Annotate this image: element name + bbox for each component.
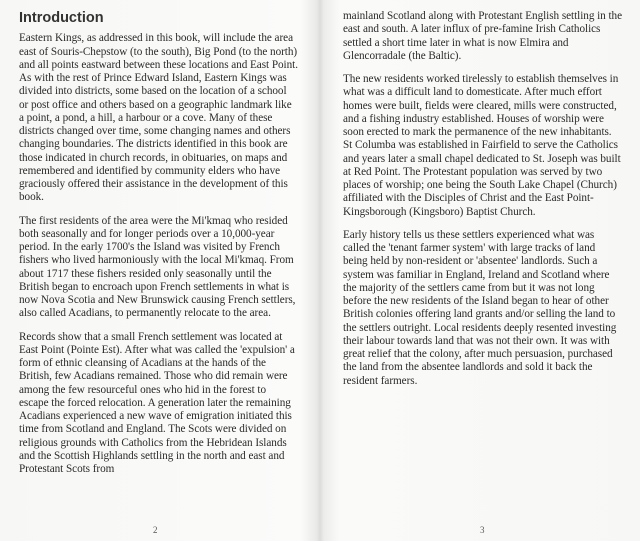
paragraph: The new residents worked tirelessly to establish themselves in what was a difficult land to domesticate. After much effort homes were built, fields were cleared, mills were constructed, and a fishing industry established. Houses of worship were soon erected to mark the permanence of the new inhabitants. St Columba was established in Fairfield to serve the Catholics and years later a small chapel dedicated to St. Joseph was built at Red Point. The Protestant population was served by two places of worship; one being the South Lake Chapel (Church) affiliated with the Disciples of Christ and the East Point-Kingsborough (Kingsboro) Baptist Church. — [343, 73, 621, 218]
left-page — [0, 0, 318, 541]
page-number: 3 — [480, 525, 485, 535]
chapter-heading: Introduction — [19, 10, 104, 26]
right-page — [322, 0, 640, 541]
page-number: 2 — [153, 525, 158, 535]
paragraph: mainland Scotland along with Protestant English settling in the east and south. A later influx of pre-famine Irish Catholics settled a short time later in what is now Elmira and Glencorradale (the Baltic). — [343, 10, 622, 62]
paragraph: Early history tells us these settlers experienced what was called the 'tenant farmer system' with large tracks of land being held by non-resident or 'absentee' landlords. Such a system was familiar in England, Ireland and Scotland where the majority of the settlers came from but it was not long before the new residents of the Island began to hear of other British colonies offering land grants and/or selling the land to the settlers outright. Local residents deeply resented investing their labour towards land that was not their own. It was with great relief that the colony, after much persuasion, purchased the land from the absentee landlords and sold it back the resident farmers. — [343, 228, 617, 387]
paragraph: Eastern Kings, as addressed in this book, will include the area east of Souris-Chepstow (to the south), Big Pond (to the north) and all points eastward between these locations and East Point. As with the rest of Prince Edward Island, Eastern Kings was divided into districts, some based on the location of a school or post office and others based on a geographic landmark like a point, a pond, a hill, a harbour or a cove. Many of these districts changed over time, some changing names and others changing boundaries. The districts identified in this book are those indicated in church records, in obituaries, on maps and remembered and identified by community elders who have graciously offered their assistance in the development of this book. — [19, 32, 298, 204]
right-page-text — [343, 10, 622, 398]
paragraph: Records show that a small French settlement was located at East Point (Pointe Est). After what was called the 'expulsion' a form of ethnic cleansing of Acadians at the hands of the British, few Acadians remained. Those who did remain were among the few resourceful ones who hid in the forest to escape the forced relocation. A generation later the remaining Acadians experienced a new wave of emigration initiated this time from Scotland and England. The Scots were divided on religious grounds with Catholics from the Hebridean Islands and the Scottish Highlands settling in the north and east and Protestant Scots from — [19, 330, 295, 475]
paragraph: The first residents of the area were the Mi'kmaq who resided both seasonally and for longer periods over a 10,000-year period. In the early 1700's the Island was visited by French fishers who lived harmoniously with the local Mi'kmaq. From about 1717 these fishers resided only seasonally until the British began to encroach upon French settlements in what is now Nova Scotia and New Brunswick causing French settlers, also called Acadians, to permanently relocate to the area. — [19, 214, 296, 320]
left-page-text — [19, 10, 298, 486]
